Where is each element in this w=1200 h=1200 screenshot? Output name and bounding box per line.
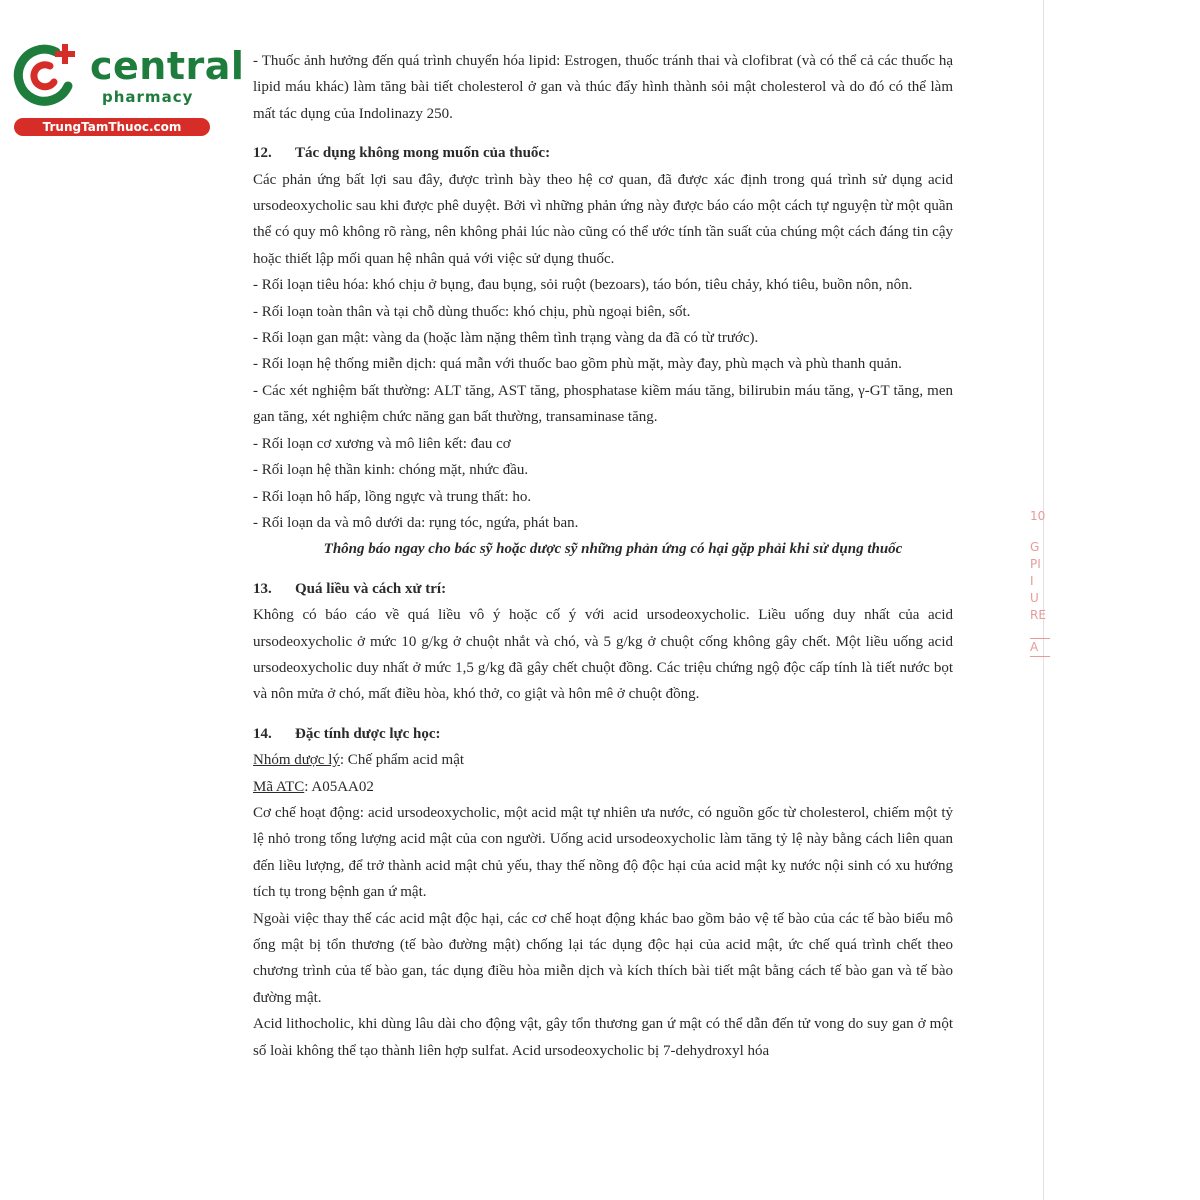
section-number: 13. (253, 580, 272, 597)
lipid-interaction-paragraph: - Thuốc ảnh hưởng đến quá trình chuyển hóa lipid: Estrogen, thuốc tránh thai và clofibrat (và có thể cả các thuốc hạ lipid máu khác) làm tăng bài tiết cholesterol ở gan và thúc đẩy hình thành sỏi mật cholesterol và do đó có thể làm mất tác dụng của Indolinazy 250. (253, 53, 953, 122)
group-label: Nhóm dược lý (253, 752, 340, 769)
list-item: - Rối loạn da và mô dưới da: rụng tóc, ngứa, phát ban. (253, 514, 579, 531)
stamp-text: U (1030, 591, 1039, 605)
red-stamp-fragment (1030, 508, 1050, 678)
lithocholic-paragraph: Acid lithocholic, khi dùng lâu dài cho động vật, gây tổn thương gan ứ mật có thể dẫn đến tử vong do suy gan ở một số loài không thể tạo thành liên hợp sulfat. Acid ursodeoxycholic bị 7-dehydroxyl hóa (253, 1016, 953, 1059)
group-value: : Chế phẩm acid mật (339, 752, 465, 769)
section-title: Quá liều và cách xử trí: (295, 580, 447, 597)
list-item: - Các xét nghiệm bất thường: ALT tăng, AST tăng, phosphatase kiềm máu tăng, bilirubin máu tăng, γ-GT tăng, men gan tăng, xét nghiệm chức năng gan bất thường, transaminase tăng. (253, 382, 953, 426)
brand-url: TrungTamThuoc.com (14, 118, 210, 136)
atc-code (253, 774, 953, 800)
section-13-heading (253, 576, 953, 602)
list-item: - Rối loạn gan mật: vàng da (hoặc làm nặng thêm tình trạng vàng da đã có từ trước). (253, 330, 759, 347)
list-item: - Rối loạn hệ thần kinh: chóng mặt, nhức đầu. (253, 462, 529, 479)
mechanism-paragraph: Cơ chế hoạt động: acid ursodeoxycholic, một acid mật tự nhiên ưa nước, có nguồn gốc từ cholesterol, chiếm một tỷ lệ nhỏ trong tổng lượng acid mật của con người. Uống acid ursodeoxycholic làm tăng tỷ lệ này bằng cách liên quan đến liều lượng, để trở thành acid mật chủ yếu, thay thế nồng độ độc hại của acid mật kỵ nước nội sinh có xu hướng tích tụ trong bệnh gan ứ mật. (253, 804, 953, 901)
section-title: Đặc tính dược lực học: (295, 725, 441, 742)
brand-subtitle: pharmacy (102, 88, 194, 106)
section-13-body: Không có báo cáo về quá liều vô ý hoặc cố ý với acid ursodeoxycholic. Liều uống duy nhất của acid ursodeoxycholic ở mức 10 g/kg ở chuột nhắt và chó, và 5 g/kg ở chuột cống không gây chết. Một liều uống acid ursodeoxycholic duy nhất ở mức 1,5 g/kg đã gây chết chuột đồng. Các triệu chứng ngộ độc cấp tính là tiết nước bọt và nôn mửa ở chó, mất điều hòa, khó thở, co giật và hôn mê ở chuột đồng. (253, 607, 953, 703)
brand-name: central (90, 44, 245, 88)
list-item: - Rối loạn tiêu hóa: khó chịu ở bụng, đau bụng, sỏi ruột (bezoars), táo bón, tiêu chảy, khó tiêu, buồn nôn, nôn. (253, 277, 913, 294)
pharmacologic-group (253, 747, 953, 773)
adverse-reaction-note: Thông báo ngay cho bác sỹ hoặc dược sỹ những phản ứng có hại gặp phải khi sử dụng thuốc (323, 541, 903, 558)
central-pharmacy-logo (10, 34, 245, 144)
other-mechanisms-paragraph: Ngoài việc thay thế các acid mật độc hại, các cơ chế hoạt động khác bao gồm bảo vệ tế bào của các tế bào biểu mô ống mật bị tổn thương (tế bào đường mật) chống lại tác dụng độc hại của acid mật, ức chế quá trình chết theo chương trình của tế bào gan, tác dụng điều hòa miễn dịch và kích thích bài tiết mật bằng cách tế bào gan và tế bào đường mật. (253, 910, 953, 1006)
stamp-text: A (1030, 638, 1050, 657)
stamp-text: I (1030, 574, 1034, 588)
list-item: - Rối loạn hệ thống miễn dịch: quá mẫn với thuốc bao gồm phù mặt, mày đay, phù mạch và phù thanh quản. (253, 356, 902, 373)
section-number: 14. (253, 725, 272, 742)
atc-label: Mã ATC (253, 778, 305, 795)
atc-value: : A05AA02 (304, 778, 374, 795)
section-title: Tác dụng không mong muốn của thuốc: (295, 145, 551, 162)
list-item: - Rối loạn hô hấp, lồng ngực và trung thất: ho. (253, 488, 532, 505)
section-12-intro: Các phản ứng bất lợi sau đây, được trình bày theo hệ cơ quan, đã được xác định trong quá trình sử dụng acid ursodeoxycholic sau khi được phê duyệt. Bởi vì những phản ứng này được báo cáo một cách tự nguyện từ một quần thể có quy mô không rõ ràng, nên không phải lúc nào cũng có thể ước tính tần suất của chúng một cách đáng tin cậy hoặc thiết lập mối quan hệ nhân quả với việc sử dụng thuốc. (253, 171, 953, 267)
stamp-text: G (1030, 540, 1040, 554)
section-12-heading (253, 140, 953, 166)
stamp-text: PI (1030, 557, 1041, 571)
stamp-text: RE (1030, 608, 1046, 622)
pharmacy-cross-icon (10, 38, 84, 112)
document-page (253, 48, 953, 1064)
section-14-heading (253, 721, 953, 747)
section-number: 12. (253, 145, 272, 162)
list-item: - Rối loạn toàn thân và tại chỗ dùng thuốc: khó chịu, phù ngoại biên, sốt. (253, 303, 691, 320)
list-item: - Rối loạn cơ xương và mô liên kết: đau cơ (253, 435, 511, 452)
stamp-text: 10 (1030, 509, 1046, 523)
